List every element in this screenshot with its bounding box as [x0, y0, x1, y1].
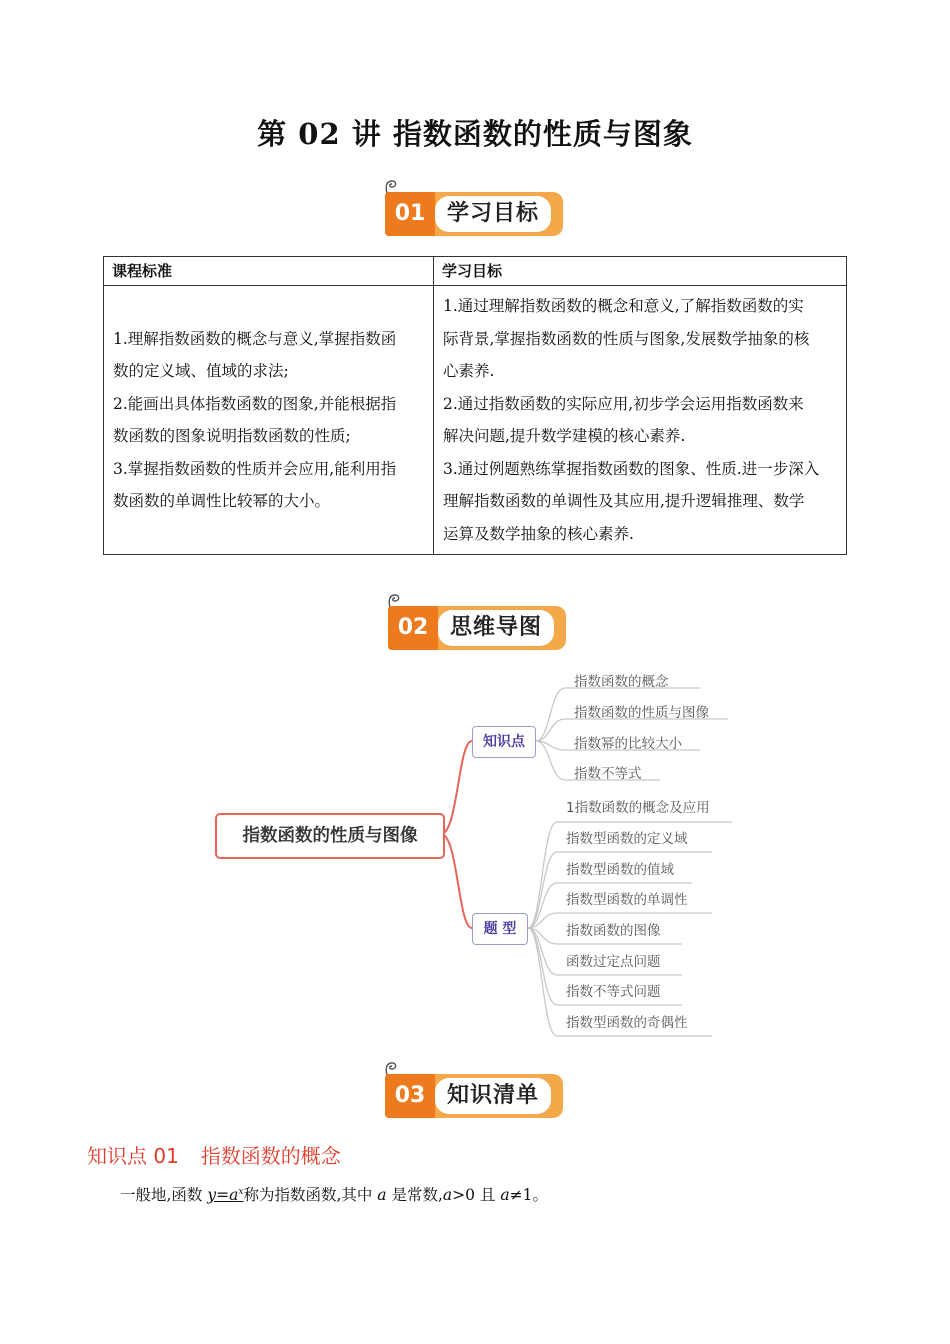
mindmap-branch-question-types: 题 型 — [472, 913, 528, 945]
text-line: 运算及数学抽象的核心素养. — [443, 524, 634, 543]
variable: a — [500, 1186, 510, 1204]
knowledge-point-title: 指数函数的概念 — [200, 1144, 341, 1168]
text-line: 数的定义域、值域的求法; — [113, 362, 289, 380]
mindmap-leaf: 指数函数的概念 — [574, 674, 669, 690]
mindmap-leaf: 指数型函数的单调性 — [566, 892, 688, 908]
mindmap-leaf: 1指数函数的概念及应用 — [566, 800, 710, 816]
page-title: 第 02 讲 指数函数的性质与图象 — [257, 117, 693, 151]
section-number: 01 — [385, 192, 435, 236]
mindmap-root: 指数函数的性质与图像 — [215, 813, 445, 859]
text-line: 1.通过理解指数函数的概念和意义,了解指数函数的实 — [443, 297, 804, 315]
text-line: 数函数的图象说明指数函数的性质; — [113, 427, 351, 445]
formula-exponent: x — [238, 1186, 244, 1197]
text-span: ≠1。 — [509, 1186, 548, 1204]
text-line: 理解指数函数的单调性及其应用,提升逻辑推理、数学 — [443, 492, 805, 510]
text-line: 3.通过例题熟练掌握指数函数的图象、性质.进一步深入 — [443, 459, 820, 478]
formula — [207, 1186, 243, 1204]
text-line: 际背景,掌握指数函数的性质与图象,发展数学抽象的核 — [443, 329, 810, 348]
text-line: 心素养. — [443, 362, 495, 380]
section-label: 知识清单 — [435, 1078, 551, 1114]
mindmap-leaf: 函数过定点问题 — [566, 954, 661, 970]
text-span: >0 且 — [452, 1186, 501, 1204]
text-line: 3.掌握指数函数的性质并会应用,能利用指 — [113, 459, 397, 478]
section-label: 学习目标 — [435, 196, 551, 232]
mindmap-leaf: 指数幂的比较大小 — [574, 736, 682, 752]
mindmap-leaf: 指数型函数的值域 — [566, 862, 674, 878]
mindmap-leaf: 指数型函数的奇偶性 — [566, 1015, 688, 1031]
mindmap-leaf: 指数不等式 — [574, 766, 642, 782]
table-header: 学习目标 — [434, 257, 847, 286]
mindmap-leaf: 指数函数的图像 — [566, 923, 661, 939]
section-badge-03 — [383, 1060, 583, 1122]
formula-base: y=a — [207, 1186, 239, 1204]
knowledge-point-heading — [87, 1140, 341, 1169]
variable: a — [377, 1186, 387, 1204]
text-line: 解决问题,提升数学建模的核心素养. — [443, 427, 686, 445]
section-label: 思维导图 — [438, 610, 554, 646]
text-span: 称为指数函数,其中 — [243, 1186, 378, 1204]
text-span: 是常数, — [386, 1186, 443, 1204]
mindmap-leaf: 指数函数的性质与图像 — [574, 705, 709, 721]
text-line: 1.理解指数函数的概念与意义,掌握指数函 — [113, 329, 397, 348]
knowledge-point-number: 知识点 01 — [87, 1144, 179, 1168]
table-header: 课程标准 — [104, 257, 434, 286]
section-number: 03 — [385, 1074, 435, 1118]
variable: a — [442, 1186, 453, 1204]
text-line: 数函数的单调性比较幂的大小。 — [113, 492, 331, 510]
mindmap-branch-knowledge: 知识点 — [472, 726, 536, 758]
text-line: 2.通过指数函数的实际应用,初步学会运用指数函数来 — [443, 394, 804, 413]
definition-text — [120, 1183, 548, 1205]
text-span: 一般地,函数 — [120, 1186, 208, 1204]
mindmap-leaf: 指数不等式问题 — [566, 984, 661, 1000]
section-number: 02 — [388, 606, 438, 650]
mindmap-leaf: 指数型函数的定义域 — [566, 831, 688, 847]
text-line: 2.能画出具体指数函数的图象,并能根据指 — [113, 394, 397, 413]
